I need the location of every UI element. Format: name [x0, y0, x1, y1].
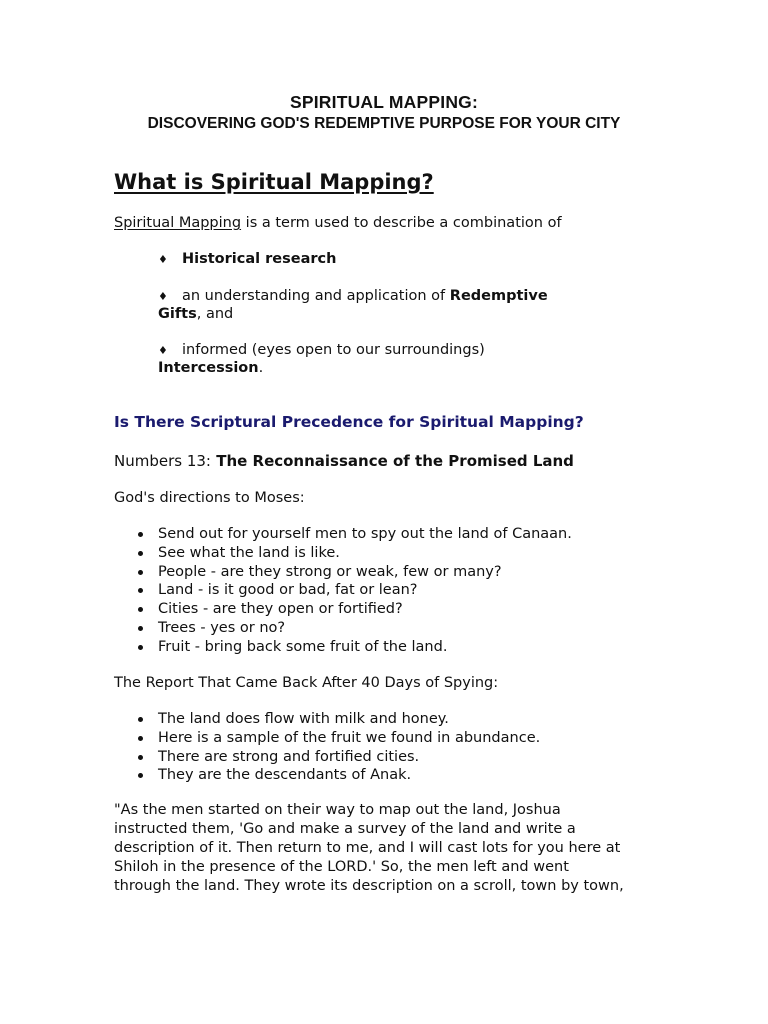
intro-rest: is a term used to describe a combination of: [241, 215, 562, 231]
diamond-item-2-rest: , and: [196, 306, 234, 322]
numbers-subheading: [114, 452, 574, 470]
quote-line: through the land. They wrote its description on a scroll, town by town,: [114, 878, 624, 894]
diamond-item-2-continued: [158, 305, 233, 323]
directions-intro: God's directions to Moses:: [114, 490, 305, 506]
list-item: There are strong and fortified cities.: [158, 748, 540, 767]
quote-line: Shiloh in the presence of the LORD.' So, the men left and went: [114, 859, 569, 875]
diamond-item-2-bold: Redemptive: [449, 288, 548, 304]
diamond-item-2-bold-2: Gifts: [158, 306, 197, 322]
section-heading-what-is: What is Spiritual Mapping?: [114, 170, 434, 194]
list-item: See what the land is like.: [158, 544, 572, 563]
list-item: Trees - yes or no?: [158, 619, 572, 638]
quote-line: instructed them, 'Go and make a survey of the land and write a: [114, 821, 576, 837]
directions-list: [130, 525, 572, 657]
report-intro: The Report That Came Back After 40 Days of Spying:: [114, 675, 499, 691]
list-item: Cities - are they open or fortified?: [158, 600, 572, 619]
quote-line: description of it. Then return to me, and I will cast lots for you here at: [114, 840, 621, 856]
diamond-bullet-icon: ♦: [158, 344, 168, 357]
list-item: Here is a sample of the fruit we found in abundance.: [158, 729, 541, 746]
subheading-rest: The Reconnaissance of the Promised Land: [210, 452, 574, 470]
diamond-item-3-rest: .: [258, 360, 264, 376]
report-list: [130, 710, 540, 785]
diamond-item-1-text: Historical research: [182, 251, 337, 267]
intro-term: Spiritual Mapping: [114, 215, 242, 231]
diamond-item-3: [158, 341, 485, 360]
diamond-bullet-icon: ♦: [158, 290, 168, 303]
diamond-bullet-icon: ♦: [158, 253, 168, 266]
list-item: People - are they strong or weak, few or many?: [158, 563, 572, 582]
diamond-item-1: [158, 250, 336, 269]
list-item: Fruit - bring back some fruit of the land.: [158, 638, 572, 657]
diamond-item-3-continued: [158, 359, 263, 377]
list-item: Send out for yourself men to spy out the land of Canaan.: [158, 526, 572, 542]
list-item: Land - is it good or bad, fat or lean?: [158, 581, 572, 600]
document-title: SPIRITUAL MAPPING:: [289, 92, 478, 112]
quote-line: "As the men started on their way to map out the land, Joshua: [114, 802, 561, 818]
diamond-item-2: [158, 287, 548, 306]
intro-line: [114, 214, 562, 232]
diamond-item-3-text: informed (eyes open to our surroundings): [182, 342, 485, 358]
quote-paragraph: [114, 801, 659, 896]
document-subtitle: DISCOVERING GOD'S REDEMPTIVE PURPOSE FOR YOUR CITY: [147, 115, 621, 132]
list-item: They are the descendants of Anak.: [158, 766, 540, 785]
section-heading-precedence: Is There Scriptural Precedence for Spiritual Mapping?: [114, 413, 584, 431]
diamond-item-2-pre: an understanding and application of: [182, 288, 450, 304]
subheading-lead: Numbers 13:: [114, 452, 211, 470]
diamond-item-3-bold: Intercession: [158, 360, 259, 376]
list-item: The land does flow with milk and honey.: [158, 710, 540, 729]
